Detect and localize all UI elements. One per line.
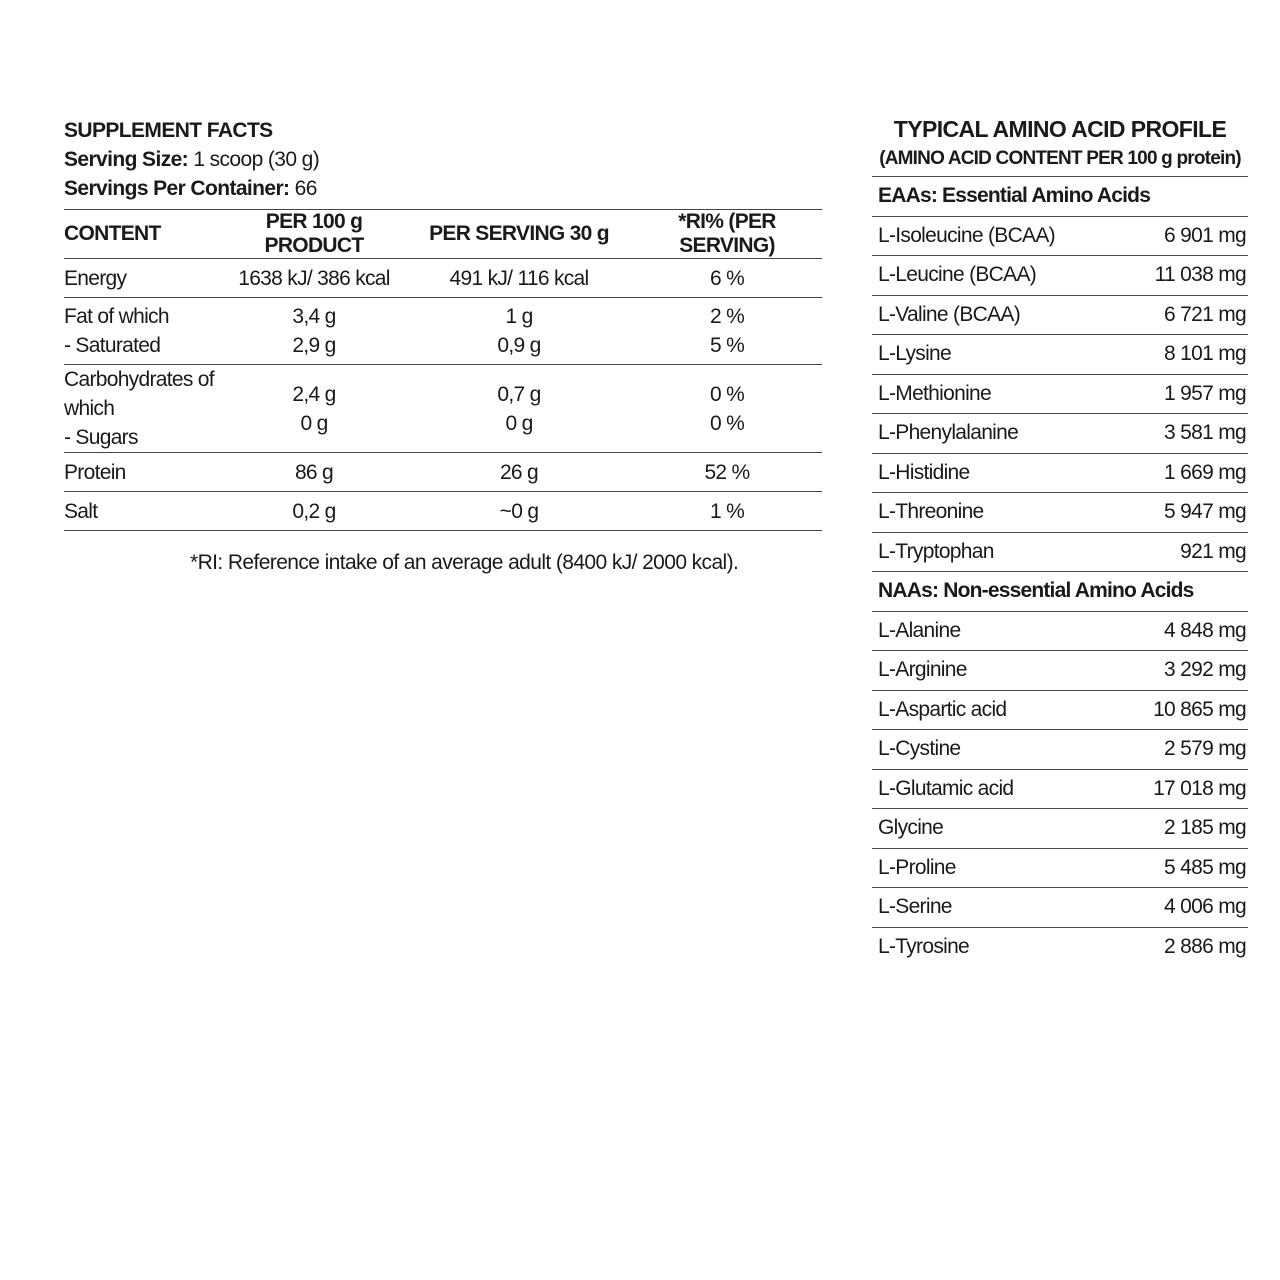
amino-acid-value: 921 mg	[1180, 539, 1246, 563]
nutrient-name: Salt	[64, 499, 98, 523]
per-serving-value: ~0 g	[499, 499, 539, 523]
amino-acid-row	[872, 849, 1248, 889]
servings-per-container	[64, 174, 822, 203]
per-serving-value: 1 g	[505, 305, 533, 328]
nutrition-row	[64, 492, 822, 531]
amino-acid-value: 1 669 mg	[1164, 460, 1246, 484]
ri-percent-value: 2 %	[709, 305, 745, 328]
amino-acid-value: 1 957 mg	[1164, 381, 1246, 405]
ri-percent-value: 52 %	[704, 460, 750, 484]
nutrition-table-header	[64, 210, 822, 259]
amino-acid-value: 5 485 mg	[1164, 855, 1246, 879]
nutrient-name-cell	[64, 492, 222, 531]
per-serving-value-cell	[406, 365, 632, 453]
amino-acid-name: L-Aspartic acid	[878, 697, 1007, 721]
amino-acid-value: 2 886 mg	[1164, 934, 1246, 958]
ri-footnote: *RI: Reference intake of an average adult (8400 kJ/ 2000 kcal).	[190, 551, 739, 574]
amino-acid-row	[872, 612, 1248, 652]
per-100g-value: 2,4 g	[292, 382, 336, 406]
supplement-facts-panel	[64, 116, 822, 575]
amino-acid-row	[872, 256, 1248, 296]
per-100g-value-cell	[222, 298, 406, 365]
amino-acid-name: L-Methionine	[878, 381, 992, 405]
ri-percent-value-cell	[632, 259, 822, 298]
amino-acid-row	[872, 730, 1248, 770]
nutrient-name: Carbohydrates of which	[64, 368, 214, 420]
amino-acid-name: L-Leucine (BCAA)	[878, 263, 1037, 287]
facts-title: SUPPLEMENT FACTS	[64, 119, 273, 142]
amino-acid-row	[872, 217, 1248, 257]
nutrient-name: Fat of which	[64, 305, 169, 328]
amino-acid-row	[872, 335, 1248, 375]
serving-size	[64, 145, 822, 174]
serving-size-value: 1 scoop (30 g)	[188, 148, 320, 171]
amino-acid-row	[872, 651, 1248, 691]
per-serving-value: 0 g	[505, 411, 533, 435]
amino-acid-value: 3 292 mg	[1164, 658, 1246, 682]
amino-acid-row	[872, 691, 1248, 731]
amino-acid-name: L-Glutamic acid	[878, 776, 1014, 800]
amino-acid-value: 17 018 mg	[1153, 776, 1246, 800]
amino-acid-row	[872, 296, 1248, 336]
amino-acid-row	[872, 888, 1248, 928]
amino-acid-value: 3 581 mg	[1164, 421, 1246, 445]
header-per-serving: PER SERVING 30 g	[406, 210, 632, 259]
amino-acid-row	[872, 533, 1248, 573]
amino-acid-name: L-Serine	[878, 895, 952, 919]
per-100g-value-cell	[222, 492, 406, 531]
nutrient-name: - Saturated	[64, 334, 161, 357]
amino-acid-name: L-Histidine	[878, 460, 970, 484]
amino-acid-name: L-Isoleucine (BCAA)	[878, 223, 1055, 247]
servings-value: 66	[289, 177, 317, 200]
amino-group-heading: NAAs: Non-essential Amino Acids	[872, 572, 1248, 612]
amino-acid-name: L-Alanine	[878, 618, 961, 642]
amino-acid-row	[872, 809, 1248, 849]
ri-percent-value: 6 %	[709, 266, 745, 290]
amino-title: TYPICAL AMINO ACID PROFILE	[893, 116, 1227, 142]
ri-percent-value-cell	[632, 453, 822, 492]
serving-size-label: Serving Size:	[64, 148, 189, 171]
amino-acid-value: 10 865 mg	[1153, 697, 1246, 721]
amino-acid-list	[872, 177, 1248, 966]
nutrient-name-cell	[64, 298, 222, 365]
ri-percent-value: 0 %	[709, 411, 745, 435]
per-100g-value: 2,9 g	[292, 334, 336, 357]
nutrition-row	[64, 259, 822, 298]
nutrient-name-cell	[64, 453, 222, 492]
amino-acid-name: L-Valine (BCAA)	[878, 302, 1020, 326]
per-serving-value: 26 g	[499, 460, 539, 484]
amino-acid-name: L-Phenylalanine	[878, 421, 1019, 445]
amino-acid-name: L-Tryptophan	[878, 539, 994, 563]
amino-acid-value: 5 947 mg	[1164, 500, 1246, 524]
nutrient-name: - Sugars	[64, 426, 138, 449]
amino-acid-row	[872, 928, 1248, 967]
amino-acid-row	[872, 770, 1248, 810]
per-serving-value-cell	[406, 298, 632, 365]
per-serving-value: 0,9 g	[497, 334, 541, 357]
ri-percent-value: 5 %	[709, 334, 745, 357]
per-100g-value: 1638 kJ/ 386 kcal	[238, 266, 390, 290]
per-100g-value: 0 g	[300, 411, 328, 435]
header-content: CONTENT	[64, 210, 222, 259]
amino-acid-value: 2 185 mg	[1164, 816, 1246, 840]
amino-group-heading: EAAs: Essential Amino Acids	[872, 177, 1248, 217]
per-100g-value: 3,4 g	[292, 305, 336, 328]
per-100g-value-cell	[222, 259, 406, 298]
per-serving-value: 0,7 g	[497, 382, 541, 406]
nutrition-row	[64, 453, 822, 492]
amino-acid-value: 6 721 mg	[1164, 302, 1246, 326]
amino-acid-name: Glycine	[878, 816, 944, 840]
amino-acid-name: L-Cystine	[878, 737, 961, 761]
amino-acid-name: L-Arginine	[878, 658, 967, 682]
amino-acid-row	[872, 375, 1248, 415]
ri-percent-value-cell	[632, 365, 822, 453]
facts-header	[64, 116, 822, 203]
amino-acid-name: L-Threonine	[878, 500, 984, 524]
nutrient-name-cell	[64, 259, 222, 298]
amino-acid-value: 4 848 mg	[1164, 618, 1246, 642]
header-per-100g: PER 100 g PRODUCT	[222, 210, 406, 259]
nutrient-name-cell	[64, 365, 222, 453]
per-100g-value-cell	[222, 453, 406, 492]
ri-percent-value-cell	[632, 298, 822, 365]
amino-acid-value: 8 101 mg	[1164, 342, 1246, 366]
amino-acid-name: L-Lysine	[878, 342, 951, 366]
per-100g-value-cell	[222, 365, 406, 453]
per-100g-value: 86 g	[294, 460, 334, 484]
per-serving-value-cell	[406, 492, 632, 531]
amino-acid-name: L-Tyrosine	[878, 934, 970, 958]
ri-percent-value: 1 %	[709, 499, 745, 523]
ri-percent-value-cell	[632, 492, 822, 531]
per-serving-value-cell	[406, 453, 632, 492]
header-ri-percent: *RI% (PER SERVING)	[632, 210, 822, 259]
nutrition-row	[64, 298, 822, 365]
nutrition-row	[64, 365, 822, 453]
nutrition-table	[64, 209, 822, 531]
amino-acid-value: 11 038 mg	[1154, 263, 1246, 287]
per-100g-value: 0,2 g	[292, 499, 336, 523]
ri-percent-value: 0 %	[709, 382, 745, 406]
amino-subtitle: (AMINO ACID CONTENT PER 100 g protein)	[872, 144, 1248, 177]
per-serving-value: 491 kJ/ 116 kcal	[449, 266, 589, 290]
amino-acid-profile-panel	[872, 114, 1248, 966]
amino-acid-value: 4 006 mg	[1164, 895, 1246, 919]
amino-acid-name: L-Proline	[878, 855, 956, 879]
amino-acid-value: 6 901 mg	[1164, 223, 1246, 247]
amino-acid-row	[872, 414, 1248, 454]
servings-label: Servings Per Container:	[64, 177, 290, 200]
amino-acid-value: 2 579 mg	[1164, 737, 1246, 761]
per-serving-value-cell	[406, 259, 632, 298]
amino-acid-row	[872, 454, 1248, 494]
nutrient-name: Protein	[64, 460, 126, 484]
nutrient-name: Energy	[64, 266, 127, 290]
amino-acid-row	[872, 493, 1248, 533]
